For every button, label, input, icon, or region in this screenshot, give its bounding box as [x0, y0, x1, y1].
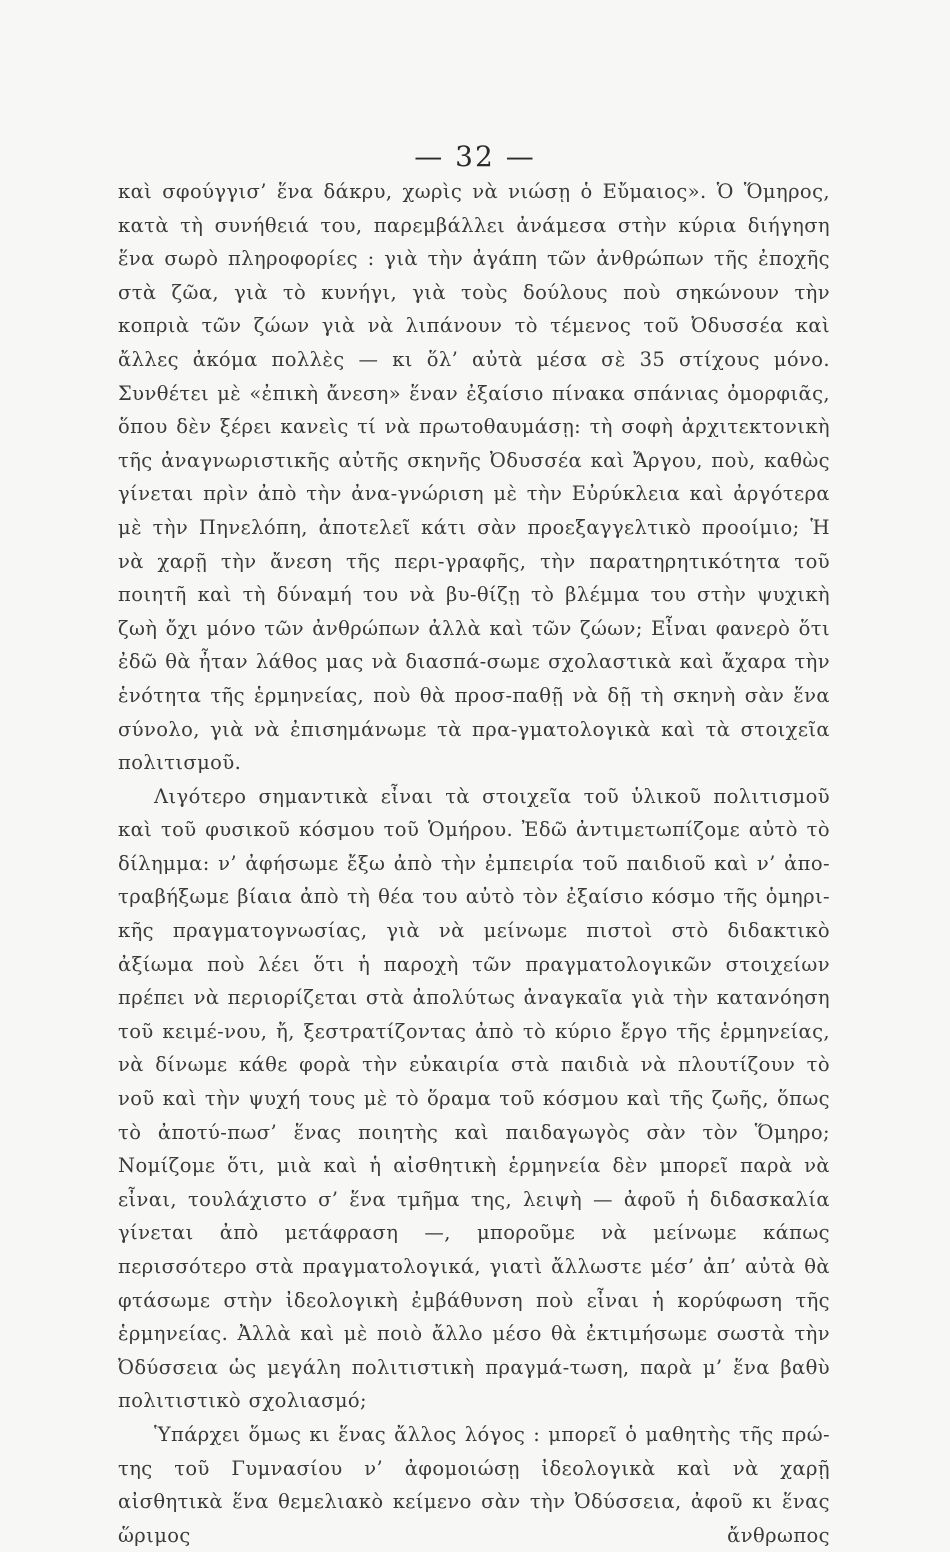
- paragraph-2: Λιγότερο σημαντικὰ εἶναι τὰ στοιχεῖα τοῦ ὑλικοῦ πολιτισμοῦ καὶ τοῦ φυσικοῦ κόσμου τοῦ Ὁμήρου. Ἐδῶ ἀντιμετωπίζομε αὐτὸ τὸ δίλημμα: ν’ ἀφήσωμε ἔξω ἀπὸ τὴν ἐμπειρία τοῦ παιδιοῦ καὶ ν’ ἀπο-τραβήξωμε βίαια ἀπὸ τὴ θέα του αὐτὸ τὸν ἐξαίσιο κόσμο τῆς ὁμηρι-κῆς πραγματογνωσίας, γιὰ νὰ μείνωμε πιστοὶ στὸ διδακτικὸ ἀξίωμα ποὺ λέει ὅτι ἡ παροχὴ τῶν πραγματολογικῶν στοιχείων πρέπει νὰ περιορίζεται στὰ ἀπολύτως ἀναγκαῖα γιὰ τὴν κατανόηση τοῦ κειμέ-νου, ἤ, ξεστρατίζοντας ἀπὸ τὸ κύριο ἔργο τῆς ἑρμηνείας, νὰ δίνωμε κάθε φορὰ τὴν εὐκαιρία στὰ παιδιὰ νὰ πλουτίζουν τὸ νοῦ καὶ τὴν ψυχή τους μὲ τὸ ὅραμα τοῦ κόσμου καὶ τῆς ζωῆς, ὅπως τὸ ἀποτύ-πωσ’ ἕνας ποιητὴς καὶ παιδαγωγὸς σὰν τὸν Ὅμηρο; Νομίζομε ὅτι, μιὰ καὶ ἡ αἰσθητικὴ ἑρμηνεία δὲν μπορεῖ παρὰ νὰ εἶναι, τουλάχιστο σ’ ἕνα τμῆμα της, λειψὴ — ἀφοῦ ἡ διδασκαλία γίνεται ἀπὸ μετάφραση —, μποροῦμε νὰ μείνωμε κάπως περισσότερο στὰ πραγματολογικά, γιατὶ ἄλλωστε μέσ’ ἀπ’ αὐτὰ θὰ φτάσωμε στὴν ἰδεολογικὴ ἐμβάθυνση ποὺ εἶναι ἡ κορύφωση τῆς ἑρμηνείας. Ἀλλὰ καὶ μὲ ποιὸ ἄλλο μέσο θὰ ἐκτιμήσωμε σωστὰ τὴν Ὀδύσσεια ὡς μεγάλη πολιτιστικὴ πραγμά-τωση, παρὰ μ’ ἕνα βαθὺ πολιτιστικὸ σχολιασμό;: [118, 784, 830, 1413]
- paragraph-3: Ὑπάρχει ὅμως κι ἕνας ἄλλος λόγος : μπορεῖ ὁ μαθητὴς τῆς πρώ-της τοῦ Γυμνασίου ν’ ἀφομοιώσῃ ἰδεολογικὰ καὶ νὰ χαρῇ αἰσθητικὰ ἕνα θεμελιακὸ κείμενο σὰν τὴν Ὀδύσσεια, ἀφοῦ κι ἕνας ὥριμος ἄνθρωπος: [118, 1422, 830, 1547]
- body-text: [118, 175, 830, 1552]
- paragraph-1: καὶ σφούγγισ’ ἕνα δάκρυ, χωρὶς νὰ νιώσῃ ὁ Εὔμαιος». Ὁ Ὅμηρος, κατὰ τὴ συνήθειά του, παρεμβάλλει ἀνάμεσα στὴν κύρια διήγηση ἕνα σωρὸ πληροφορίες : γιὰ τὴν ἀγάπη τῶν ἀνθρώπων τῆς ἐποχῆς στὰ ζῶα, γιὰ τὸ κυνήγι, γιὰ τοὺς δούλους ποὺ σηκώνουν τὴν κοπριὰ τῶν ζώων γιὰ νὰ λιπάνουν τὸ τέμενος τοῦ Ὀδυσσέα καὶ ἄλλες ἀκόμα πολλὲς — κι ὅλ’ αὐτὰ μέσα σὲ 35 στίχους μόνο. Συνθέτει μὲ «ἐπικὴ ἄνεση» ἕναν ἐξαίσιο πίνακα σπάνιας ὀμορφιᾶς, ὅπου δὲν ξέρει κανεὶς τί νὰ πρωτοθαυμάσῃ: τὴ σοφὴ ἀρχιτεκτονικὴ τῆς ἀναγνωριστικῆς αὐτῆς σκηνῆς Ὀδυσσέα καὶ Ἄργου, ποὺ, καθὼς γίνεται πρὶν ἀπὸ τὴν ἀνα-γνώριση μὲ τὴν Εὐρύκλεια καὶ ἀργότερα μὲ τὴν Πηνελόπη, ἀποτελεῖ κάτι σὰν προεξαγγελτικὸ προοίμιο; Ἡ νὰ χαρῇ τὴν ἄνεση τῆς περι-γραφῆς, τὴν παρατηρητικότητα τοῦ ποιητῆ καὶ τὴ δύναμή του νὰ βυ-θίζῃ τὸ βλέμμα του στὴν ψυχικὴ ζωὴ ὄχι μόνο τῶν ἀνθρώπων ἀλλὰ καὶ τῶν ζώων; Εἶναι φανερὸ ὅτι ἐδῶ θὰ ἦταν λάθος μας νὰ διασπά-σωμε σχολαστικὰ καὶ ἄχαρα τὴν ἑνότητα τῆς ἑρμηνείας, ποὺ θὰ προσ-παθῇ νὰ δῇ τὴ σκηνὴ σὰν ἕνα σύνολο, γιὰ νὰ ἐπισημάνωμε τὰ πρα-γματολογικὰ καὶ τὰ στοιχεῖα πολιτισμοῦ.: [118, 180, 830, 775]
- page-number: — 32 —: [414, 140, 536, 173]
